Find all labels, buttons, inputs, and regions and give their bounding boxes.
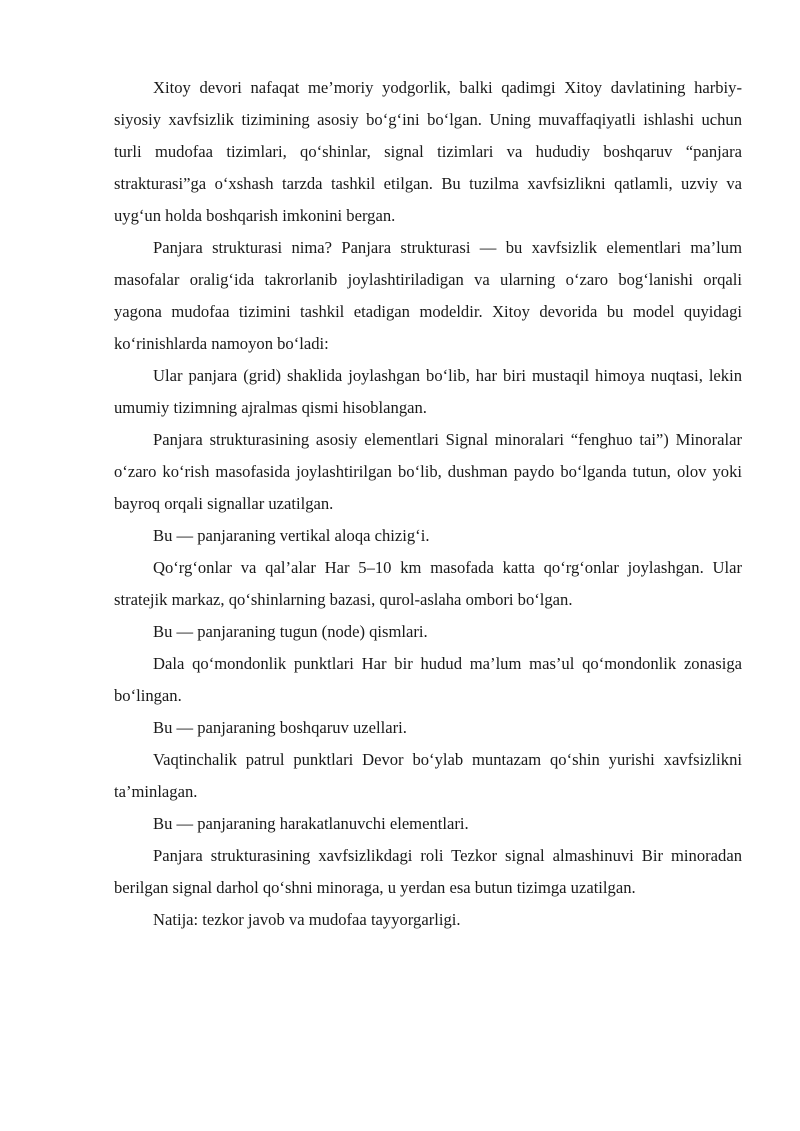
paragraph-role: Panjara strukturasining xavfsizlikdagi roli Tezkor signal almashinuvi Bir minoradan berilgan signal darhol qo‘shni minoraga, u yerdan esa butun tizimga uzatilgan. [114,846,742,897]
paragraph-fortresses: Qo‘rg‘onlar va qal’alar Har 5–10 km masofada katta qo‘rg‘onlar joylashgan. Ular stratejik markaz, qo‘shinlarning bazasi, qurol-aslaha ombori bo‘lgan. [114,558,742,609]
paragraph-patrol-posts: Vaqtinchalik patrul punktlari Devor bo‘ylab muntazam qo‘shin yurishi xavfsizlikni ta’minlagan. [114,750,742,801]
paragraph-signal-towers: Panjara strukturasining asosiy elementlari Signal minoralari “fenghuo tai”) Minoralar o‘zaro ko‘rish masofasida joylashtirilgan bo‘lib, dushman paydo bo‘lganda tutun, olov yoki bayroq orqali signallar uzatilgan. [114,430,742,513]
paragraph-result: Natija: tezkor javob va mudofaa tayyorgarligi. [153,910,461,929]
paragraph-definition: Panjara strukturasi nima? Panjara strukturasi — bu xavfsizlik elementlari ma’lum masofalar oralig‘ida takrorlanib joylashtiriladigan va ularning o‘zaro bog‘lanishi orqali yagona mudofaa tizimini tashkil etadigan modeldir. Xitoy devorida bu model quyidagi ko‘rinishlarda namoyon bo‘ladi: [114,238,742,353]
paragraph-command-posts: Dala qo‘mondonlik punktlari Har bir hudud ma’lum mas’ul qo‘mondonlik zonasiga bo‘lingan. [114,654,742,705]
paragraph-vertical-link: Bu — panjaraning vertikal aloqa chizig‘i. [153,526,430,545]
paragraph-intro: Xitoy devori nafaqat me’moriy yodgorlik, balki qadimgi Xitoy davlatining harbiy-siyosiy xavfsizlik tizimining asosiy bo‘g‘ini bo‘lgan. Uning muvaffaqiyatli ishlashi uchun turli mudofaa tizimlari, qo‘shinlar, signal tizimlari va hududiy boshqaruv “panjara strakturasi”ga o‘xshash tarzda tashkil etilgan. Bu tuzilma xavfsizlikni qatlamli, uzviy va uyg‘un holda boshqarish imkonini bergan. [114,78,742,225]
paragraph-grid: Ular panjara (grid) shaklida joylashgan bo‘lib, har biri mustaqil himoya nuqtasi, lekin umumiy tizimning ajralmas qismi hisoblangan. [114,366,742,417]
paragraph-control-nodes: Bu — panjaraning boshqaruv uzellari. [153,718,407,737]
document-page [114,72,742,936]
paragraph-nodes: Bu — panjaraning tugun (node) qismlari. [153,622,428,641]
paragraph-mobile-elements: Bu — panjaraning harakatlanuvchi elementlari. [153,814,469,833]
